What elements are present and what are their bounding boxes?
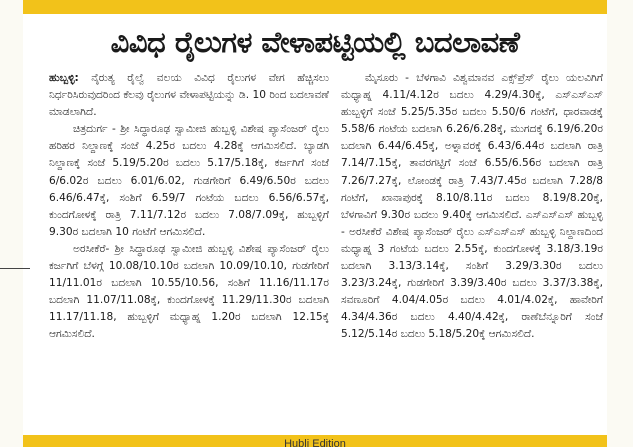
bottom-color-bar [23,435,607,447]
lead-text: ನೈರುತ್ಯ ರೈಲ್ವೆ ವಲಯ ವಿವಿಧ ರೈಲುಗಳ ವೇಗ ಹೆಚ್ಚಿಸಲು ನಿರ್ಧರಿಸಿರುವುದರಿಂದ ಕೆಲವು ರೈಲುಗಳ ವೇಳಾಪಟ್ಟಿಯನ್ನು ಡಿ. 10 ರಿಂದ ಬದಲಾವಣೆ ಮಾಡಲಾಗಿದೆ. [49,72,329,119]
paragraph-chitradurga-train: ಚಿತ್ರದುರ್ಗ - ಶ್ರೀ ಸಿದ್ಧಾರೂಢ ಸ್ವಾಮೀಜಿ ಹುಬ್ಬಳ್ಳಿ ವಿಶೇಷ ಪ್ಯಾಸೆಂಜರ್ ರೈಲು ಹರಿಹರ ನಿಲ್ದಾಣಕ್ಕೆ ಸಂಜೆ 4.25ರ ಬದಲು 4.28ಕ್ಕೆ ಆಗಮಿಸಲಿದೆ. ಬ್ಯಾಡಗಿ ನಿಲ್ದಾಣಕ್ಕೆ ಸಂಜೆ 5.19/5.20ರ ಬದಲು 5.17/5.18ಕ್ಕೆ, ಕರ್ಜಗಿಗೆ ಸಂಜೆ 6/6.02ರ ಬದಲು 6.01/6.02, ಗುಡಗೇರಿಗೆ 6.49/6.50ರ ಬದಲು 6.46/6.47ಕ್ಕೆ, ಸಂಶಿಗೆ 6.59/7 ಗಂಟೆಯ ಬದಲು 6.56/6.57ಕ್ಕೆ, ಕುಂದಗೋಳಕ್ಕೆ ರಾತ್ರಿ 7.11/7.12ರ ಬದಲು 7.08/7.09ಕ್ಕೆ, ಹುಬ್ಬಳ್ಳಿಗೆ 9.30ರ ಬದಲಾಗಿ 10 ಗಂಟೆಗೆ ಆಗಮಿಸಲಿದೆ. [49,123,329,238]
paragraph-mysuru-belagavi-train: ಮೈಸೂರು - ಬೆಳಗಾವಿ ವಿಶ್ವಮಾನವ ಎಕ್ಸ್‌ಪ್ರೆಸ್ ರೈಲು ಯಲವಿಗಿಗೆ ಮಧ್ಯಾಹ್ನ 4.11/4.12ರ ಬದಲು 4.29/4.30ಕ್ಕೆ, ಎಸ್‌ಎಸ್‌ಎಸ್ ಹುಬ್ಬಳ್ಳಿಗೆ ಸಂಜೆ 5.25/5.35ರ ಬದಲು 5.50/6 ಗಂಟೆಗೆ, ಧಾರವಾಡಕ್ಕೆ 5.58/6 ಗಂಟೆಯ ಬದಲಾಗಿ 6.26/6.28ಕ್ಕೆ, ಮುಗದಕ್ಕೆ 6.19/6.20ರ ಬದಲಾಗಿ 6.44/6.45ಕ್ಕೆ, ಅಳ್ನಾವರಕ್ಕೆ 6.43/6.44ರ ಬದಲಾಗಿ ರಾತ್ರಿ 7.14/7.15ಕ್ಕೆ, ತಾವರಗಟ್ಟಿಗೆ ಸಂಜೆ 6.55/6.56ರ ಬದಲಾಗಿ ರಾತ್ರಿ 7.26/7.27ಕ್ಕೆ, ಲೋಂಡಕ್ಕೆ ರಾತ್ರಿ 7.43/7.45ರ ಬದಲಾಗಿ 7.28/8 ಗಂಟೆಗೆ, ಖಾನಾಪುರಕ್ಕೆ 8.10/8.11ರ ಬದಲು 8.19/8.20ಕ್ಕೆ, ಬೆಳಗಾವಿಗೆ 9.30ರ ಬದಲು 9.40ಕ್ಕೆ ಆಗಮಿಸಲಿದೆ. ಎಸ್‌ಎಸ್‌ಎಸ್ ಹುಬ್ಬಳ್ಳಿ - ಅರಸೀಕೆರೆ ವಿಶೇಷ ಪ್ಯಾಸೆಂಜರ್ ರೈಲು ಎಸ್‌ಎಸ್‌ಎಸ್ ಹುಬ್ಬಳ್ಳಿ ನಿಲ್ದಾಣದಿಂದ ಮಧ್ಯಾಹ್ನ 3 ಗಂಟೆಯ ಬದಲು 2.55ಕ್ಕೆ, ಕುಂದಗೋಳಕ್ಕೆ 3.18/3.19ರ ಬದಲಾಗಿ 3.13/3.14ಕ್ಕೆ, ಸಂಶಿಗೆ 3.29/3.30ರ ಬದಲು 3.23/3.24ಕ್ಕೆ, ಗುಡಗೇರಿಗೆ 3.39/3.40ರ ಬದಲು 3.37/3.38ಕ್ಕೆ, ಸವಣೂರಿಗೆ 4.04/4.05ರ ಬದಲು 4.01/4.02ಕ್ಕೆ, ಹಾವೇರಿಗೆ 4.34/4.36ರ ಬದಲು 4.40/4.42ಕ್ಕೆ, ರಾಣೆಬೆನ್ನೂರಿಗೆ ಸಂಜೆ 5.12/5.14ರ ಬದಲು 5.18/5.20ಕ್ಕೆ ಆಗಮಿಸಲಿದೆ. [341,72,603,341]
lead-paragraph [49,70,329,121]
article-headline: ವಿವಿಧ ರೈಲುಗಳ ವೇಳಾಪಟ್ಟಿಯಲ್ಲಿ ಬದಲಾವಣೆ [110,25,520,59]
top-color-bar [23,0,607,14]
paragraph-arasikere-train: ಅರಸೀಕೆರೆ- ಶ್ರೀ ಸಿದ್ಧಾರೂಢ ಸ್ವಾಮೀಜಿ ಹುಬ್ಬಳ್ಳಿ ವಿಶೇಷ ಪ್ಯಾಸೆಂಜರ್ ರೈಲು ಕರ್ಜಗಿಗೆ ಬೆಳಗ್ಗೆ 10.08/10.10ರ ಬದಲಾಗಿ 10.09/10.10, ಗುಡಗೇರಿಗೆ 11/11.01ರ ಬದಲಾಗಿ 10.55/10.56, ಸಂಶಿಗೆ 11.16/11.17ರ ಬದಲಾಗಿ 11.07/11.08ಕ್ಕೆ, ಕುಂದಗೋಳಕ್ಕೆ 11.29/11.30ರ ಬದಲಾಗಿ 11.17/11.18, ಹುಬ್ಬಳ್ಳಿಗೆ ಮಧ್ಯಾಹ್ನ 1.20ರ ಬದಲಾಗಿ 12.15ಕ್ಕೆ ಆಗಮಿಸಲಿದೆ. [49,242,329,341]
article-column-left [49,70,329,432]
edition-label: Hubli Edition [284,438,346,447]
article-column-right [341,70,603,432]
dateline: ಹುಬ್ಬಳ್ಳಿ: [49,72,79,84]
column-rule [0,268,30,269]
news-clipping [23,14,607,435]
